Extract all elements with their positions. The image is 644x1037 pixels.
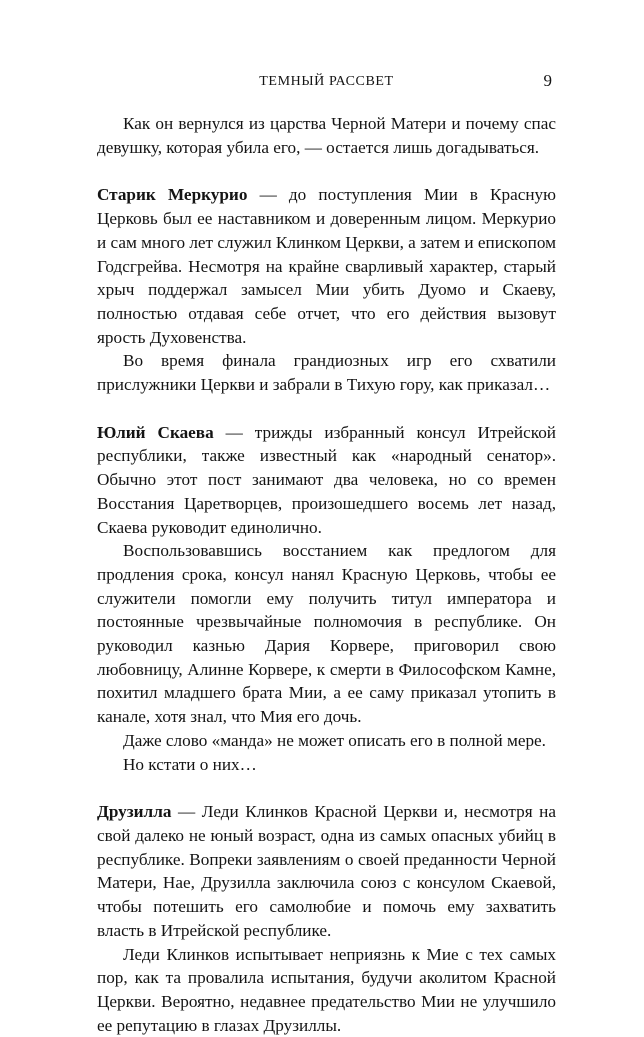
character-name: Друзилла — [97, 802, 171, 821]
entry-text: — трижды избранный консул Итрейской республики, также известный как «народный сенатор». Обычно этот пост занимают два человека, но со времен Восстания Царетворцев, произошедшего восемь лет назад, Скаева руководит единолично. — [97, 423, 556, 537]
paragraph: Как он вернулся из царства Черной Матери и почему спас девушку, которая убила его, — остается лишь догадываться. — [97, 112, 556, 159]
entry-paragraph — [97, 421, 556, 540]
paragraph: Даже слово «манда» не может описать его в полной мере. — [97, 729, 556, 753]
book-page — [97, 70, 556, 1037]
entry-merkurio — [97, 183, 556, 396]
running-title: ТЕМНЫЙ РАССВЕТ — [97, 74, 556, 90]
entry-skaeva — [97, 421, 556, 777]
entry-paragraph — [97, 183, 556, 349]
paragraph: Но кстати о них… — [97, 753, 556, 777]
entry-text: — до поступления Мии в Красную Церковь был ее наставником и доверенным лицом. Меркурио и сам много лет служил Клинком Церкви, а затем и епископом Годсгрейва. Несмотря на крайне сварливый характер, старый хрыч поддержал замысел Мии убить Дуомо и Скаеву, полностью отдавая себе отчет, что его действия вызовут ярость Духовенства. — [97, 185, 556, 346]
page-number: 9 — [544, 71, 553, 91]
entry-druzilla — [97, 800, 556, 1037]
paragraph: Леди Клинков испытывает неприязнь к Мие с тех самых пор, как та провалила испытания, будучи аколитом Красной Церкви. Вероятно, недавнее предательство Мии не улучшило ее репутацию в глазах Друзиллы. — [97, 943, 556, 1037]
character-name: Юлий Скаева — [97, 423, 214, 442]
paragraph: Во время финала грандиозных игр его схватили прислужники Церкви и забрали в Тихую гору, как приказал… — [97, 349, 556, 396]
character-name: Старик Меркурио — [97, 185, 247, 204]
entry-paragraph — [97, 800, 556, 942]
paragraph: Воспользовавшись восстанием как предлогом для продления срока, консул нанял Красную Церковь, чтобы ее служители помогли ему получить титул императора и постоянные чрезвычайные полномочия в республике. Он руководил казнью Дария Корвере, приговорил свою любовницу, Алинне Корвере, к смерти в Философском Камне, похитил младшего брата Мии, а ее саму приказал утопить в канале, хотя знал, что Мия его дочь. — [97, 539, 556, 729]
body-text — [97, 112, 556, 1037]
running-header — [97, 70, 556, 94]
entry-text: — Леди Клинков Красной Церкви и, несмотря на свой далеко не юный возраст, одна из самых опасных убийц в республике. Вопреки заявлениям о своей преданности Черной Матери, Нае, Друзилла заключила союз с консулом Скаевой, чтобы потешить его самолюбие и помочь ему захватить власть в Итрейской республике. — [97, 802, 556, 940]
entry-intro — [97, 112, 556, 159]
